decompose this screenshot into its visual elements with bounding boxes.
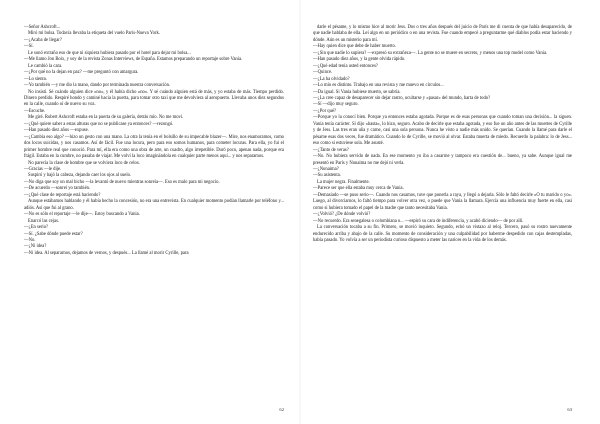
paragraph: —De acuerdo —sonreí yo también.	[24, 186, 91, 192]
paragraph: —¿La cree capaz de desaparecer sin dejar rastro, ocultarse y «pasar» del mundo, harta de todo?	[313, 95, 491, 101]
paragraph: —¿Qué quiere saber a estas alturas que no se publicase ya entonces? —rezongó.	[24, 121, 174, 127]
paragraph: —Ni idea. Al separarnos, dejamos de vernos, y después... La llamé al morir Cyrille, para	[24, 250, 189, 256]
paragraph: La conversación tocaba a su fin. Primero, se movió inquieto. Segundo, echó un vistazo al reloj. Tercero, pasó su rostro nuevamente endurecido arriba y abajo de la calle. Su momento de consideración y una culpabilidad por haberme despedido con cajas destempladas, había pasado. Yo volvía a ser un periodista curioso dispuesto a meter las narices en la vida de los demás.	[313, 225, 572, 243]
paragraph: La mujer negra. Finalmente.	[317, 179, 370, 185]
paragraph: —Escuche.	[24, 108, 46, 114]
paragraph: —¿Por qué?	[313, 108, 337, 114]
paragraph: —¿Acaba de llegar?	[24, 37, 62, 43]
right-page-text	[313, 25, 572, 244]
left-page-text	[24, 25, 284, 257]
paragraph: —Porque yo la conocí bien. Porque ya entonces estaba agotada. Porque es de esas personas que cuando toman una decisión... la siguen. Vania tenía carácter. Si dijo «basta», lo hizo, seguro. Acabo de decirle que estaba agotada, y eso fue un año antes de las muertes de Cyrille y de Jess. Las tres eran uña y carne, casi una sola persona. Nunca he visto a nadie más unido. Se querían. Cuando la llamé para darle el pésame esas dos veces, fue dramático. Cuando lo de Cyrille, se movió al olvar. Estaba muerta de miedo. Recuerdo la palabra: lo de Jess... eso como si estuviese sola. Me asusté.	[313, 115, 572, 147]
paragraph: Miró mi bolsa. Todavía llevaba la etiqueta del vuelo París-Nueva York.	[28, 31, 160, 37]
paragraph: —No recuerdo. Era senegalesa o colombiana o... —espiró su cara de indiferencia, y acabó diciendo— de por allí.	[313, 218, 524, 224]
paragraph: —Su asistenta.	[313, 173, 341, 179]
paragraph: —Demasiado —se puso serio—. Cuando nos casamos, tuve que ponerla a raya, y llegó a dejarla. Sólo le faltó decirle «O tu marido o yo». Luego, al divorciarnos, lo faltó tiempo para volver otra vez, o puede que Vania la llamara. Ejercía una influencia muy fuerte en ella, casi como si hubiera tomado el papel de la madre que tanto necesitaba Vania.	[313, 192, 572, 211]
paragraph: Le sonó extraño eso de que ni siquiera hubiera pasado por el hotel para dejar mi bolsa...	[28, 50, 191, 56]
paragraph: Aunque estábamos hablando y él había hecho la concesión, no era una entrevista. En cualquier momento podían llamarle por teléfono y... adiós. Así que fui al grano.	[24, 199, 284, 211]
paragraph: —¿Qué clase de reportaje está haciendo?	[24, 192, 101, 198]
paragraph: No insistí. Sé cuándo alguien dice «no», y él había dicho «no». Y sé cuándo alguien está de más, y yo estaba de más. Tiempo perdido. Dinero perdido. Respiré hondo y caminé hacia la puerta, para tomar otro taxi que me devolviera al aeropuerto. Llevaba unos diez segundos en la calle, cuando oí de nuevo su voz.	[24, 89, 284, 108]
paragraph: —Han pasado diez años —expuse.	[24, 128, 89, 134]
paragraph: —Sí —dijo muy seguro.	[313, 102, 359, 108]
paragraph: —Lo siento.	[24, 76, 48, 82]
paragraph: —¿En serio?	[24, 225, 49, 231]
paragraph: darle el pésame, y lo mismo hice al morir Jess. Dos o tres años después del juicio de París me di cuenta de que había desaparecido, de que nadie hablaba de ella. Leí algo en un periódico o en una revista. Fue cuando empecé a preguntarme qué diablos podía estar haciendo y dónde. Aún es un misterio para mí.	[313, 25, 572, 43]
paragraph: —¿Sin que nadie lo supiera? —expresó su extrañeza—. La gente no se muere en secreto, y menos una top model como Vania.	[313, 50, 548, 56]
paragraph: Le cambió la cara.	[28, 63, 63, 69]
paragraph: Me giré. Robert Ashcroft estaba en la puerta de su galería, detrás mío. No me moví.	[28, 115, 184, 121]
paragraph: —Lo mío es distinto. Trabajo en una revista y me muevo en círculos...	[313, 83, 444, 89]
paragraph: —Da igual. Si Vania hubiese muerto, se sabría.	[313, 89, 401, 95]
paragraph: —¿Qué edad tenía usted entonces?	[313, 63, 378, 69]
paragraph: —¿Por qué no la dejan en paz? —me preguntó con amargura.	[24, 70, 139, 76]
paragraph: —Señor Ashcroft...	[24, 25, 61, 30]
paragraph: —¿Tanto de veras?	[313, 147, 349, 153]
paragraph: —¿Nonaima?	[313, 166, 339, 172]
paragraph: —Yo también —y me dio la mano, dando por terminada nuestra conversación.	[24, 83, 171, 89]
paragraph: —¿Ni idea?	[24, 244, 47, 250]
paragraph: —Sí.	[24, 44, 34, 50]
paragraph: No parecía la clase de hombre que se volviera loco de celos.	[28, 160, 140, 166]
paragraph: —¿Volvió? ¿De dónde volvió?	[313, 212, 371, 218]
paragraph: —¿Cambia eso algo? —hizo un gesto con una mano. La otra la tenía en el bolsillo de su impecable blazer—. Mire, nos enamoramos, como dos locos suicidas, y nos casamos. Así de fácil. Fue una locura, pero para eso somos humanos, para cometer locuras. Para ella, yo fui el primer hombre real que conoció. Para mí, ella era como una obra de arte, un cuadro, algo irrepetible. Duró poco, apenas nada, porque era frágil. Estaba en la cumbre, no pasaba de viajar. Me volví la loco imaginándola en cualquier parte menos aquí... y nos separamos.	[24, 134, 284, 160]
paragraph: —No. No hubiera servido de nada. En ese momento yo iba a casarme y tampoco era cuestión de... bueno, ya sabe. Aunque igual me presentó en París y Nonaima no me dejó ni verla.	[313, 154, 572, 166]
paragraph: —¿La ha olvidado?	[313, 76, 350, 82]
paragraph: —Me llamo Jon Boix, y soy de la revista Zonas Interviews, de España. Estamos preparando un reportaje sobre Vania.	[24, 57, 243, 63]
paragraph: —No es sólo el reportaje —le dije—. Estoy buscando a Vania.	[24, 212, 140, 218]
paragraph: Suspiró y bajó la cabeza, dejando caer los ojos al suelo.	[28, 173, 132, 179]
paragraph: —Quince.	[313, 70, 333, 76]
paragraph: —No diga que soy un mal bicho —la levantó de nuevo mientras sonreía—. Eso es malo para mi negocio.	[24, 179, 220, 185]
paragraph: —Han pasado diez años, y la gente olvida rápido.	[313, 57, 406, 63]
paragraph: —Hay quien dice que debe de haber muerto.	[313, 44, 396, 50]
left-page-number: 62	[279, 407, 284, 412]
paragraph: Enarcó las cejas.	[28, 218, 60, 224]
paragraph: —Parece ser que ella estaba muy cerca de Vania.	[313, 186, 404, 192]
paragraph: —Gracias —le dije.	[24, 166, 62, 172]
right-page	[300, 0, 600, 424]
paragraph: —Sí. ¿Sabe dónde puede estar?	[24, 231, 83, 237]
right-page-number: 63	[567, 407, 572, 412]
paragraph: —No.	[24, 237, 36, 243]
